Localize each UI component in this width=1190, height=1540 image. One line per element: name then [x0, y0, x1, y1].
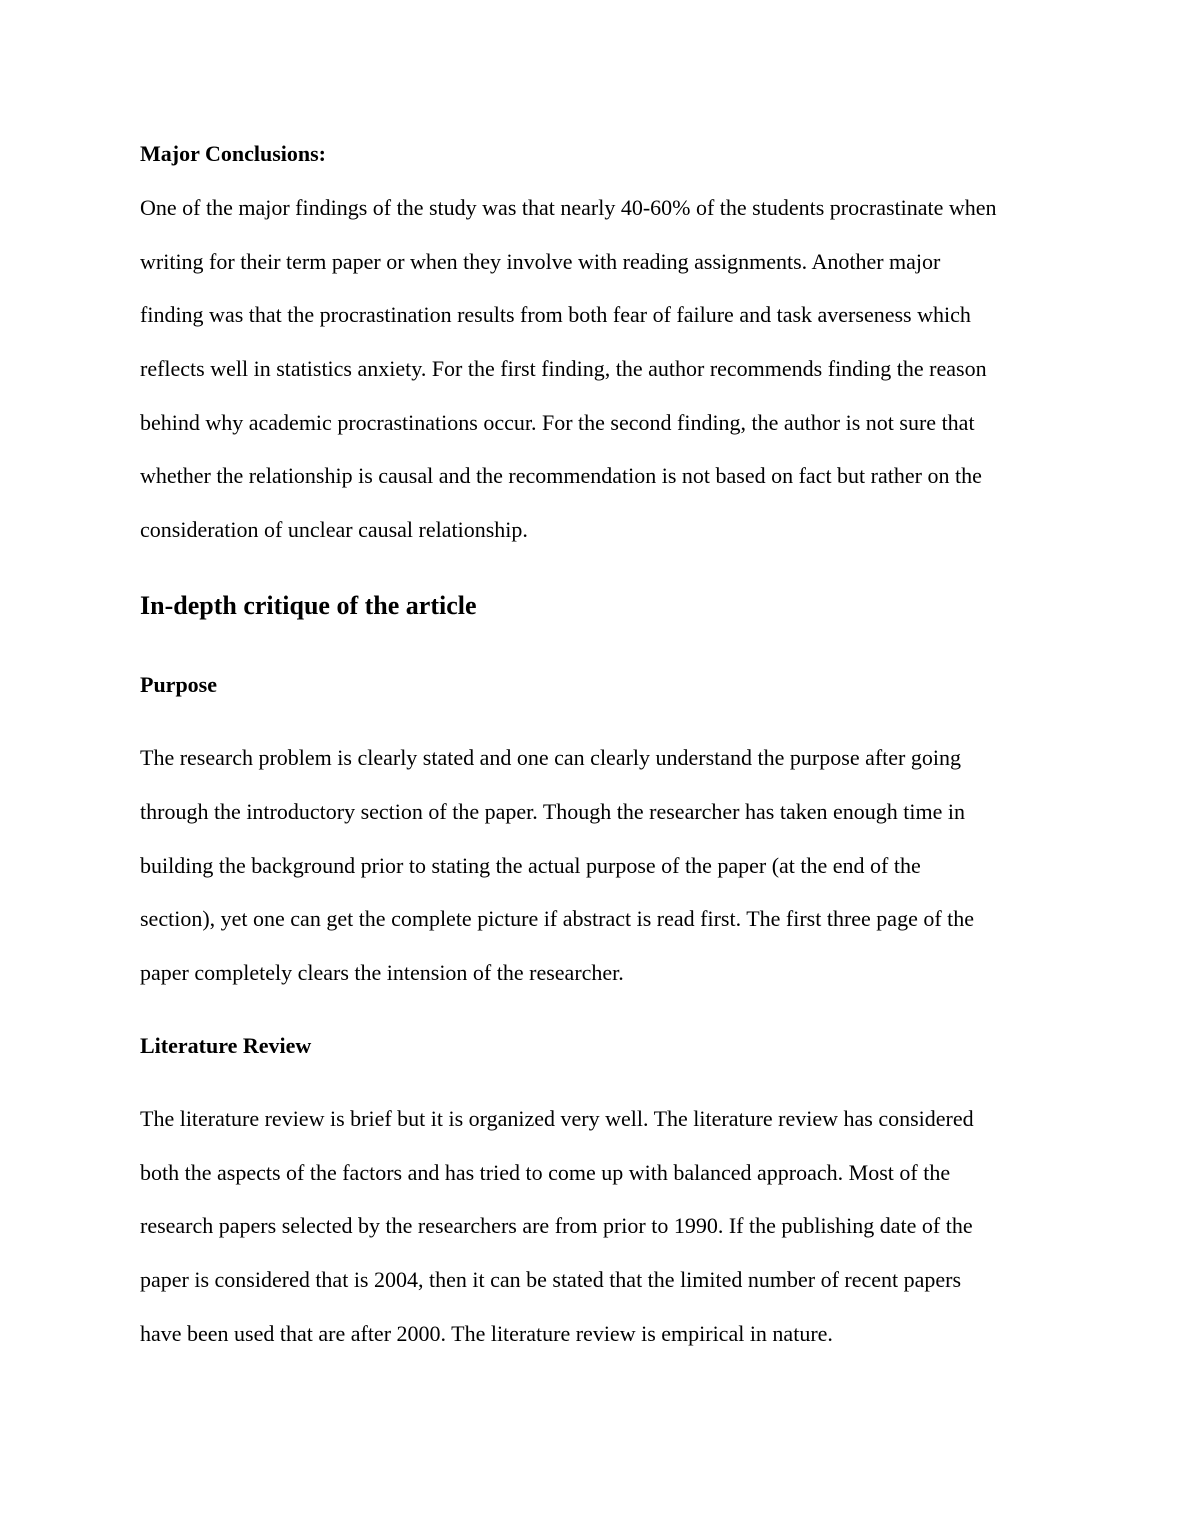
literature-review-heading: Literature Review [140, 1033, 312, 1058]
paragraph-line: behind why academic procrastinations occur. For the second finding, the author is not sure that [140, 410, 975, 435]
paragraph-line: research papers selected by the researchers are from prior to 1990. If the publishing date of the [140, 1213, 973, 1238]
paragraph-line: One of the major findings of the study was that nearly 40-60% of the students procrastinate when [140, 195, 997, 220]
major-conclusions-heading: Major Conclusions: [140, 141, 326, 166]
paragraph-line: building the background prior to stating the actual purpose of the paper (at the end of the [140, 853, 921, 878]
paragraph-line: through the introductory section of the paper. Though the researcher has taken enough time in [140, 799, 965, 824]
paragraph-line: have been used that are after 2000. The literature review is empirical in nature. [140, 1321, 833, 1346]
critique-heading: In-depth critique of the article [140, 591, 477, 620]
paragraph-line: consideration of unclear causal relationship. [140, 517, 528, 542]
paragraph-line: paper completely clears the intension of the researcher. [140, 960, 624, 985]
paragraph-line: reflects well in statistics anxiety. For the first finding, the author recommends finding the reason [140, 356, 987, 381]
paragraph-line: finding was that the procrastination results from both fear of failure and task averseness which [140, 302, 971, 327]
paragraph-line: The literature review is brief but it is organized very well. The literature review has considered [140, 1106, 974, 1131]
paragraph-line: paper is considered that is 2004, then it can be stated that the limited number of recent papers [140, 1267, 962, 1292]
paragraph-line: writing for their term paper or when they involve with reading assignments. Another major [140, 249, 941, 274]
purpose-heading: Purpose [140, 672, 217, 697]
paragraph-line: both the aspects of the factors and has tried to come up with balanced approach. Most of the [140, 1160, 951, 1185]
paragraph-line: The research problem is clearly stated and one can clearly understand the purpose after going [140, 745, 961, 770]
paragraph-line: whether the relationship is causal and the recommendation is not based on fact but rather on the [140, 463, 982, 488]
paragraph-line: section), yet one can get the complete picture if abstract is read first. The first three page of the [140, 906, 975, 931]
